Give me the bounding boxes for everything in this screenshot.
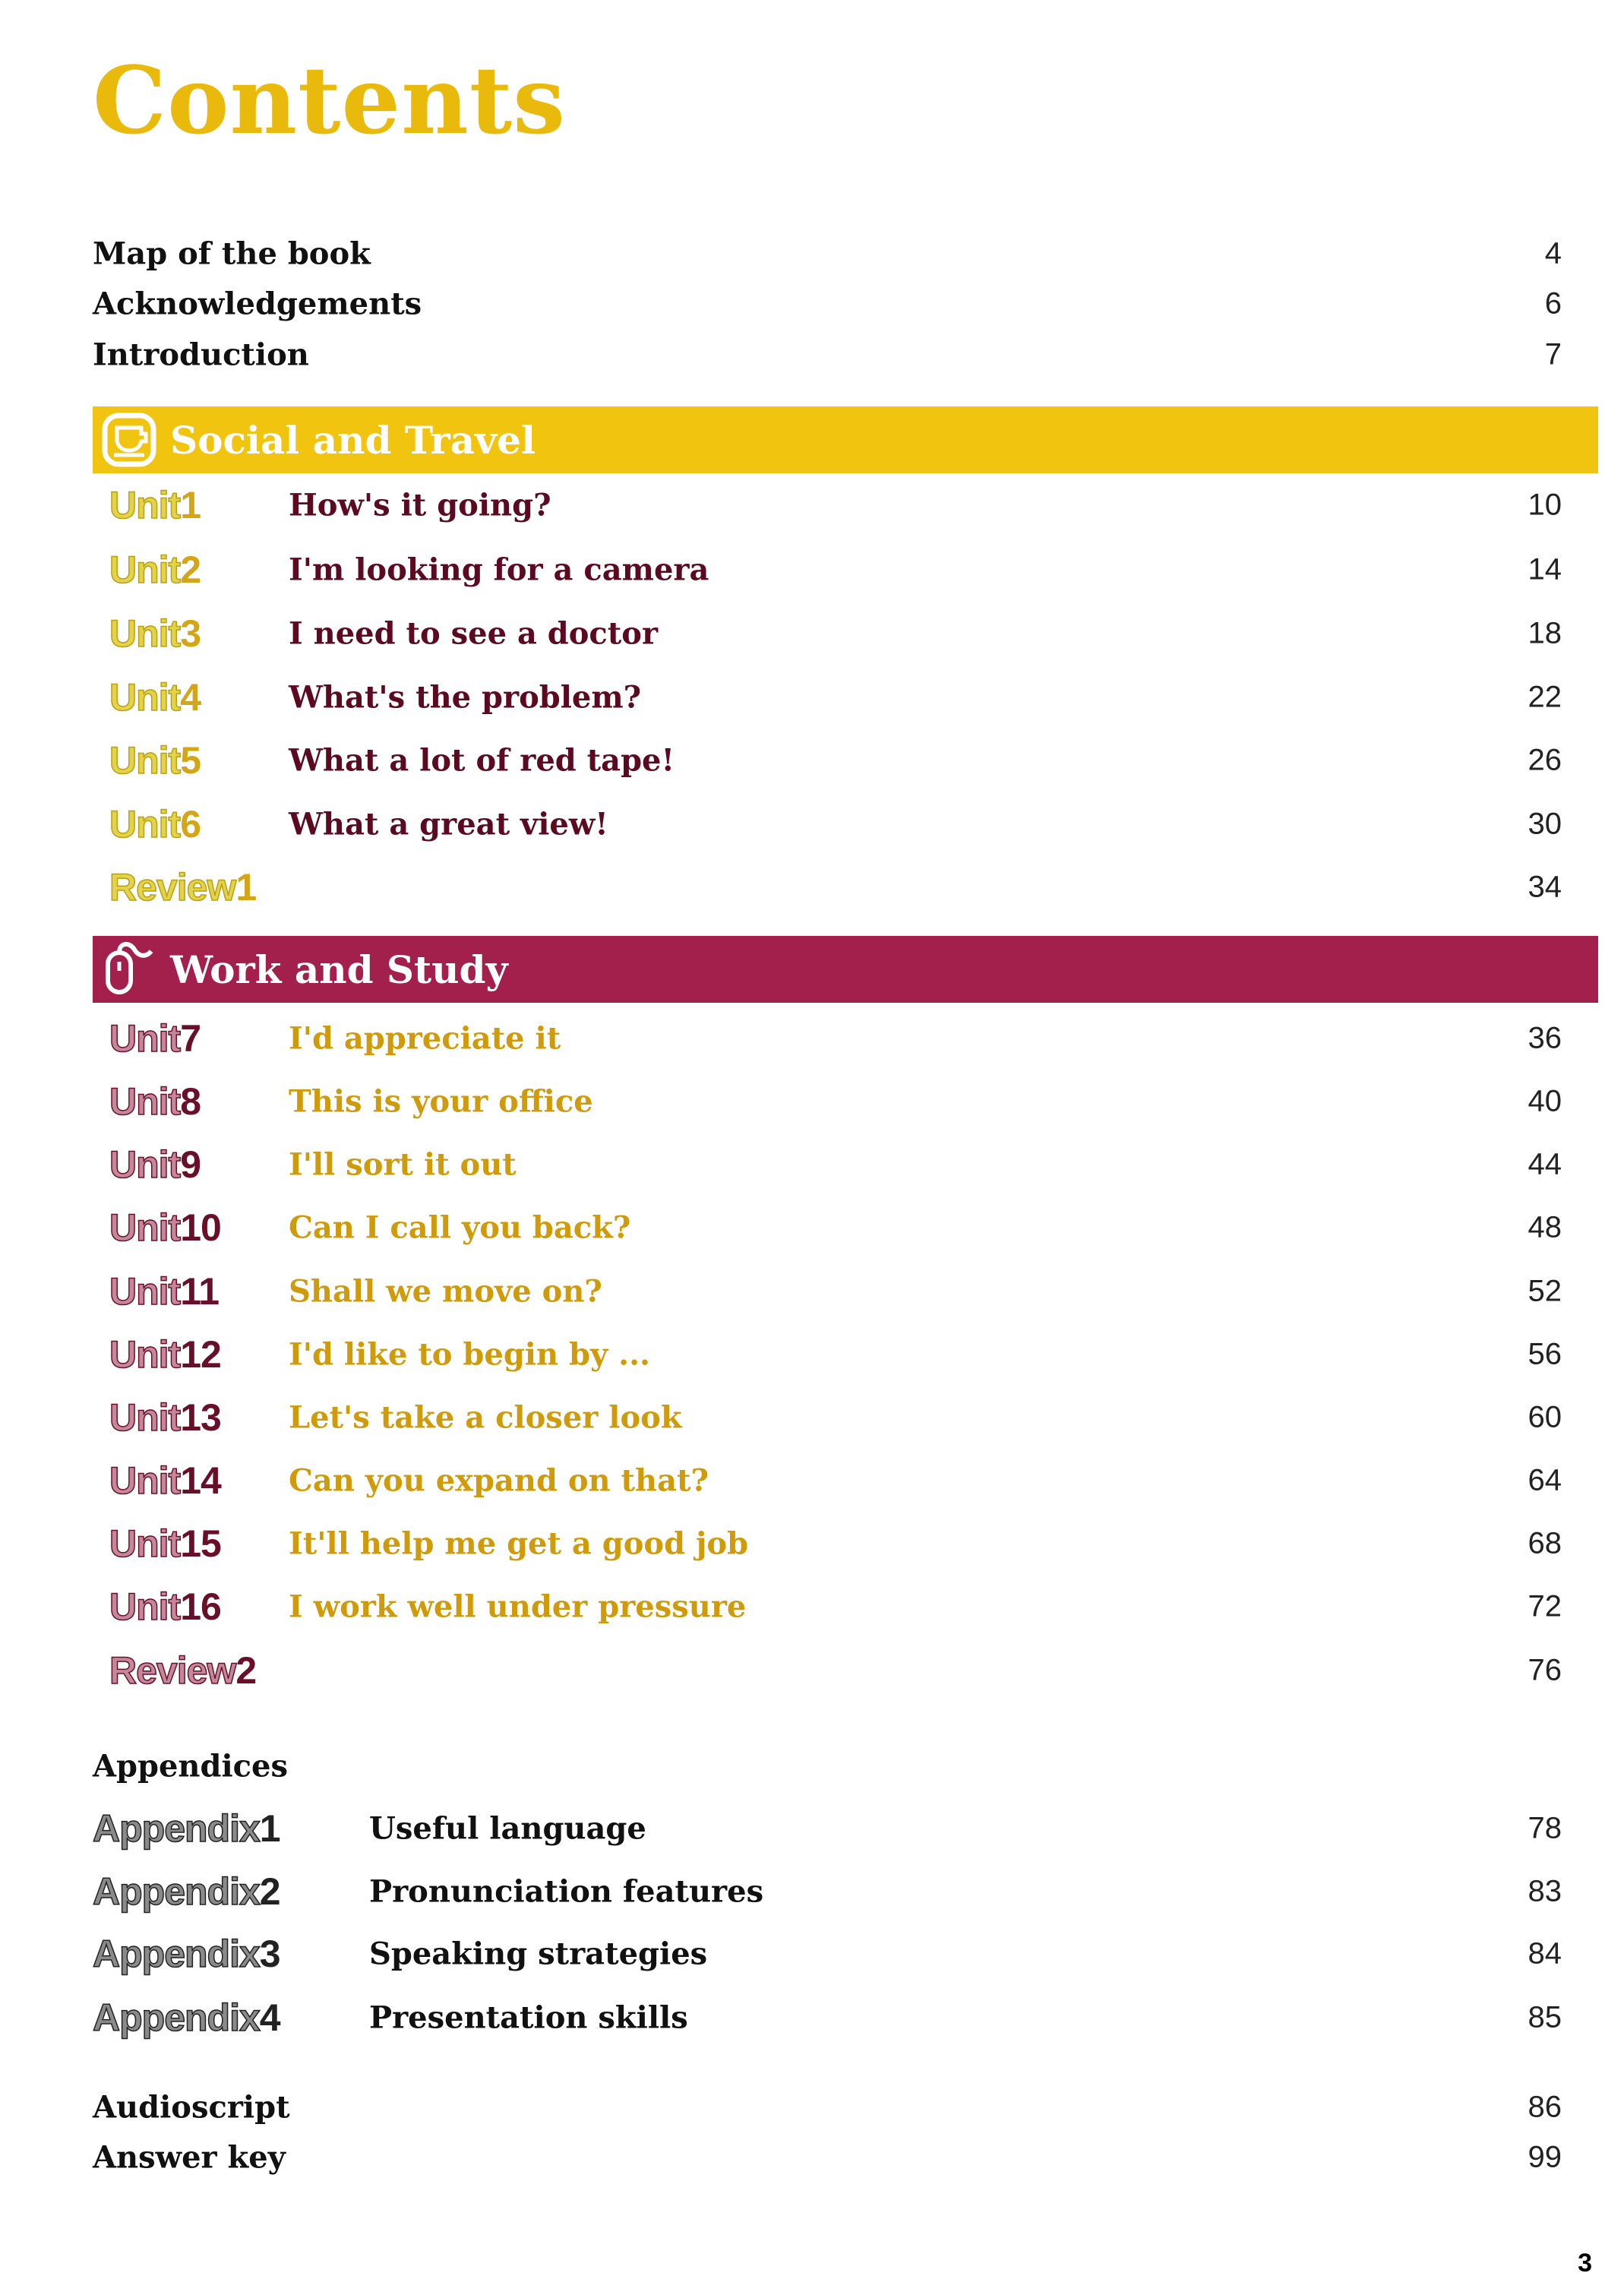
toc-entry-unit[interactable] bbox=[0, 479, 1624, 532]
entry-title: I'd appreciate it bbox=[289, 1020, 561, 1057]
entry-tag bbox=[109, 1016, 201, 1060]
page-number: 44 bbox=[1528, 1147, 1562, 1181]
page-number: 40 bbox=[1528, 1084, 1562, 1118]
entry-title: Shall we move on? bbox=[289, 1273, 602, 1310]
entry-title: What a lot of red tape! bbox=[289, 742, 675, 779]
entry-tag-word: Unit bbox=[109, 1522, 181, 1565]
page-number: 52 bbox=[1528, 1274, 1562, 1308]
section-header-work-study bbox=[93, 936, 1598, 1003]
toc-entry-unit[interactable] bbox=[0, 861, 1624, 914]
entry-tag-number: 5 bbox=[180, 739, 201, 782]
entry-tag-number: 16 bbox=[180, 1585, 221, 1628]
entry-label: Audioscript bbox=[93, 2089, 290, 2126]
toc-entry-unit[interactable] bbox=[0, 1580, 1624, 1633]
entry-tag-number: 3 bbox=[259, 1933, 280, 1975]
page-number: 86 bbox=[1528, 2090, 1562, 2124]
toc-entry-front[interactable] bbox=[0, 227, 1624, 280]
entry-tag-number: 1 bbox=[180, 484, 201, 526]
entry-tag bbox=[109, 548, 201, 592]
page-number: 68 bbox=[1528, 1526, 1562, 1560]
entry-tag-word: Unit bbox=[109, 676, 181, 719]
entry-tag-word: Appendix bbox=[93, 1870, 260, 1913]
entry-tag-number: 11 bbox=[180, 1270, 220, 1313]
toc-entry-unit[interactable] bbox=[0, 1454, 1624, 1507]
entry-tag-number: 10 bbox=[180, 1206, 221, 1249]
toc-entry-unit[interactable] bbox=[0, 607, 1624, 660]
page-number: 84 bbox=[1528, 1936, 1562, 1971]
computer-mouse-icon bbox=[99, 942, 160, 997]
toc-entry-unit[interactable] bbox=[0, 798, 1624, 851]
page-number: 3 bbox=[1578, 2249, 1592, 2277]
appendices-heading-label: Appendices bbox=[93, 1748, 288, 1784]
section-title: Social and Travel bbox=[170, 417, 536, 463]
toc-entry-back[interactable] bbox=[0, 2081, 1624, 2134]
entry-title: What's the problem? bbox=[289, 679, 642, 716]
entry-tag-number: 1 bbox=[235, 866, 257, 909]
entry-tag-word: Unit bbox=[109, 1017, 181, 1060]
entry-tag bbox=[93, 1932, 280, 1976]
entry-tag-word: Unit bbox=[109, 1143, 181, 1186]
page-number: 99 bbox=[1528, 2140, 1562, 2174]
entry-title: Let's take a closer look bbox=[289, 1399, 682, 1436]
entry-tag bbox=[93, 1806, 280, 1851]
entry-tag-word: Unit bbox=[109, 803, 181, 846]
toc-entry-unit[interactable] bbox=[0, 1138, 1624, 1191]
entry-tag-number: 7 bbox=[180, 1017, 201, 1060]
page-number: 4 bbox=[1544, 236, 1562, 270]
entry-title: It'll help me get a good job bbox=[289, 1525, 749, 1562]
entry-tag-word: Unit bbox=[109, 1080, 181, 1123]
toc-entry-unit[interactable] bbox=[0, 1517, 1624, 1570]
page-number: 18 bbox=[1528, 616, 1562, 650]
page-number: 36 bbox=[1528, 1021, 1562, 1055]
toc-entry-unit[interactable] bbox=[0, 1075, 1624, 1128]
toc-entry-unit[interactable] bbox=[0, 671, 1624, 724]
entry-tag bbox=[109, 1206, 221, 1250]
entry-title: Useful language bbox=[369, 1810, 646, 1847]
entry-tag bbox=[109, 612, 201, 656]
entry-tag bbox=[109, 1269, 219, 1313]
entry-tag-word: Unit bbox=[109, 484, 181, 526]
entry-tag bbox=[109, 1585, 221, 1629]
toc-entry-unit[interactable] bbox=[0, 1265, 1624, 1318]
page-number: 22 bbox=[1528, 680, 1562, 714]
entry-tag-word: Unit bbox=[109, 1396, 181, 1439]
entry-tag bbox=[93, 1870, 280, 1914]
entry-tag-number: 4 bbox=[180, 676, 201, 719]
toc-entry-appendix[interactable] bbox=[0, 1802, 1624, 1855]
page-number: 60 bbox=[1528, 1400, 1562, 1434]
entry-tag bbox=[109, 1459, 221, 1503]
entry-label: Introduction bbox=[93, 337, 309, 373]
page-number: 56 bbox=[1528, 1337, 1562, 1371]
toc-entry-unit[interactable] bbox=[0, 1391, 1624, 1444]
entry-title: I'd like to begin by ... bbox=[289, 1336, 650, 1373]
coffee-cup-icon bbox=[99, 412, 160, 467]
toc-entry-unit[interactable] bbox=[0, 1328, 1624, 1381]
page-number: 10 bbox=[1528, 488, 1562, 522]
page-number: 30 bbox=[1528, 807, 1562, 841]
toc-entry-unit[interactable] bbox=[0, 1012, 1624, 1065]
page-number: 34 bbox=[1528, 870, 1562, 904]
entry-tag-number: 12 bbox=[180, 1333, 221, 1376]
entry-tag-number: 2 bbox=[180, 548, 201, 591]
page-number: 26 bbox=[1528, 743, 1562, 777]
entry-tag bbox=[109, 802, 201, 846]
section-title: Work and Study bbox=[170, 947, 508, 992]
page-number: 64 bbox=[1528, 1463, 1562, 1497]
entry-title: How's it going? bbox=[289, 487, 551, 523]
toc-entry-front[interactable] bbox=[0, 328, 1624, 381]
appendices-heading bbox=[0, 1740, 1624, 1793]
entry-tag-number: 9 bbox=[180, 1143, 201, 1186]
entry-tag bbox=[109, 865, 256, 909]
entry-tag-word: Unit bbox=[109, 1270, 181, 1313]
toc-entry-unit[interactable] bbox=[0, 1644, 1624, 1697]
toc-entry-unit[interactable] bbox=[0, 1201, 1624, 1254]
toc-entry-appendix[interactable] bbox=[0, 1991, 1624, 2044]
page-number: 48 bbox=[1528, 1210, 1562, 1244]
entry-tag-word: Unit bbox=[109, 1459, 181, 1502]
entry-title: I'm looking for a camera bbox=[289, 552, 709, 588]
page-number: 6 bbox=[1544, 286, 1562, 321]
page-number: 7 bbox=[1544, 337, 1562, 371]
entry-tag-number: 8 bbox=[180, 1080, 201, 1123]
entry-title: What a great view! bbox=[289, 806, 608, 842]
entry-tag bbox=[109, 1332, 221, 1377]
entry-title: Speaking strategies bbox=[369, 1936, 708, 1972]
entry-tag-number: 13 bbox=[180, 1396, 221, 1439]
entry-label: Map of the book bbox=[93, 235, 371, 272]
entry-tag-word: Review bbox=[109, 866, 236, 909]
entry-tag-number: 2 bbox=[235, 1649, 257, 1692]
entry-tag-word: Unit bbox=[109, 548, 181, 591]
entry-tag-word: Unit bbox=[109, 739, 181, 782]
entry-tag bbox=[109, 675, 201, 719]
entry-tag-word: Appendix bbox=[93, 1996, 260, 2039]
entry-title: I'll sort it out bbox=[289, 1146, 517, 1183]
page-number: 72 bbox=[1528, 1589, 1562, 1623]
entry-tag-word: Appendix bbox=[93, 1807, 260, 1850]
entry-tag-number: 15 bbox=[180, 1522, 221, 1565]
entry-tag-word: Unit bbox=[109, 1206, 181, 1249]
entry-tag bbox=[109, 1143, 201, 1187]
toc-entry-appendix[interactable] bbox=[0, 1865, 1624, 1918]
entry-tag-number: 4 bbox=[259, 1996, 280, 2039]
entry-tag bbox=[109, 1648, 256, 1693]
entry-tag-word: Unit bbox=[109, 612, 181, 655]
entry-tag-word: Appendix bbox=[93, 1933, 260, 1975]
entry-title: Presentation skills bbox=[369, 1999, 688, 2036]
entry-tag-number: 1 bbox=[259, 1807, 280, 1850]
entry-tag-word: Unit bbox=[109, 1333, 181, 1376]
toc-entry-unit[interactable] bbox=[0, 543, 1624, 596]
page-number: 85 bbox=[1528, 2000, 1562, 2034]
entry-tag-number: 2 bbox=[259, 1870, 280, 1913]
entry-tag bbox=[109, 1522, 221, 1566]
entry-title: This is your office bbox=[289, 1083, 593, 1120]
page-title: Contents bbox=[93, 46, 566, 155]
toc-entry-front[interactable] bbox=[0, 277, 1624, 330]
entry-label: Acknowledgements bbox=[93, 286, 422, 322]
entry-tag-word: Unit bbox=[109, 1585, 181, 1628]
toc-entry-appendix[interactable] bbox=[0, 1927, 1624, 1980]
entry-tag bbox=[93, 1996, 280, 2040]
entry-tag-number: 6 bbox=[180, 803, 201, 846]
page-number: 14 bbox=[1528, 552, 1562, 586]
entry-title: I need to see a doctor bbox=[289, 615, 659, 652]
entry-title: Pronunciation features bbox=[369, 1873, 764, 1910]
entry-tag bbox=[109, 1396, 221, 1440]
entry-title: Can I call you back? bbox=[289, 1209, 631, 1246]
section-header-social-travel bbox=[93, 406, 1598, 473]
entry-tag bbox=[109, 1079, 201, 1124]
entry-title: Can you expand on that? bbox=[289, 1462, 709, 1499]
entry-tag-word: Review bbox=[109, 1649, 236, 1692]
page-number: 76 bbox=[1528, 1653, 1562, 1687]
toc-entry-unit[interactable] bbox=[0, 734, 1624, 787]
entry-title: I work well under pressure bbox=[289, 1588, 747, 1625]
entry-tag bbox=[109, 483, 201, 527]
entry-tag-number: 14 bbox=[180, 1459, 221, 1502]
page-number: 78 bbox=[1528, 1811, 1562, 1845]
entry-tag-number: 3 bbox=[180, 612, 201, 655]
toc-entry-back[interactable] bbox=[0, 2131, 1624, 2184]
page-number: 83 bbox=[1528, 1874, 1562, 1908]
entry-tag bbox=[109, 738, 201, 782]
entry-label: Answer key bbox=[93, 2139, 286, 2176]
